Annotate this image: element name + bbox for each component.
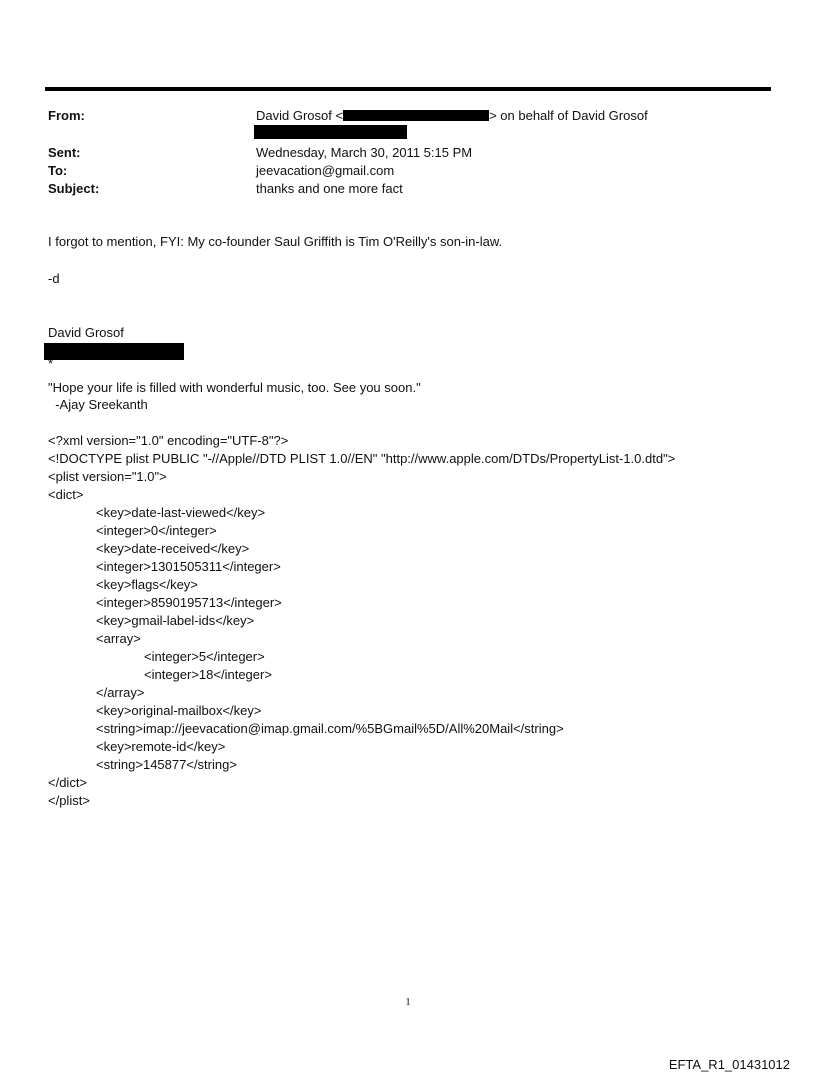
- plist-line: <string>145877</string>: [96, 757, 237, 772]
- plist-line: <key>remote-id</key>: [96, 739, 226, 754]
- plist-line: </dict>: [48, 775, 88, 790]
- plist-line: <integer>8590195713</integer>: [96, 595, 282, 610]
- body-line-2: -d: [48, 271, 60, 286]
- plist-line: <key>original-mailbox</key>: [96, 703, 262, 718]
- to-value: jeevacation@gmail.com: [256, 163, 395, 178]
- from-value: [256, 107, 648, 125]
- plist-line: <dict>: [48, 487, 84, 502]
- from-name: David Grosof <: [256, 108, 344, 123]
- plist-line: <key>date-last-viewed</key>: [96, 505, 266, 520]
- plist-line: <key>flags</key>: [96, 577, 198, 592]
- subject-value: thanks and one more fact: [256, 181, 403, 196]
- to-label: To:: [48, 163, 68, 178]
- redaction-from-line2: [254, 125, 407, 139]
- plist-line: <integer>0</integer>: [96, 523, 217, 538]
- page-number: 1: [405, 996, 411, 1008]
- plist-line: <!DOCTYPE plist PUBLIC "-//Apple//DTD PLIST 1.0//EN" "http://www.apple.com/DTDs/PropertyList-1.0.dtd">: [48, 451, 676, 466]
- plist-line: <?xml version="1.0" encoding="UTF-8"?>: [48, 433, 289, 448]
- plist-line: <key>date-received</key>: [96, 541, 250, 556]
- from-suffix: > on behalf of David Grosof: [489, 108, 648, 123]
- signature-quote: "Hope your life is filled with wonderful music, too. See you soon.": [48, 380, 421, 395]
- header-rule: [45, 87, 771, 91]
- plist-line: <key>gmail-label-ids</key>: [96, 613, 255, 628]
- sent-label: Sent:: [48, 145, 81, 160]
- redaction-signature: [44, 343, 184, 360]
- subject-label: Subject:: [48, 181, 100, 196]
- plist-line: <integer>1301505311</integer>: [96, 559, 281, 574]
- plist-line: </plist>: [48, 793, 90, 808]
- plist-line: </array>: [96, 685, 145, 700]
- signature-asterisk: *: [48, 356, 54, 371]
- from-label: From:: [48, 108, 85, 123]
- plist-line: <string>imap://jeevacation@imap.gmail.com/%5BGmail%5D/All%20Mail</string>: [96, 721, 564, 736]
- body-line-1: I forgot to mention, FYI: My co-founder Saul Griffith is Tim O'Reilly's son-in-law.: [48, 234, 503, 249]
- signature-name: David Grosof: [48, 325, 124, 340]
- plist-line: <integer>5</integer>: [144, 649, 265, 664]
- sent-value: Wednesday, March 30, 2011 5:15 PM: [256, 145, 473, 160]
- plist-line: <array>: [96, 631, 141, 646]
- plist-line: <plist version="1.0">: [48, 469, 167, 484]
- footer-document-id: EFTA_R1_01431012: [668, 1057, 790, 1072]
- redaction-email: [343, 110, 489, 121]
- plist-line: <integer>18</integer>: [144, 667, 272, 682]
- signature-quote-author: -Ajay Sreekanth: [48, 397, 148, 412]
